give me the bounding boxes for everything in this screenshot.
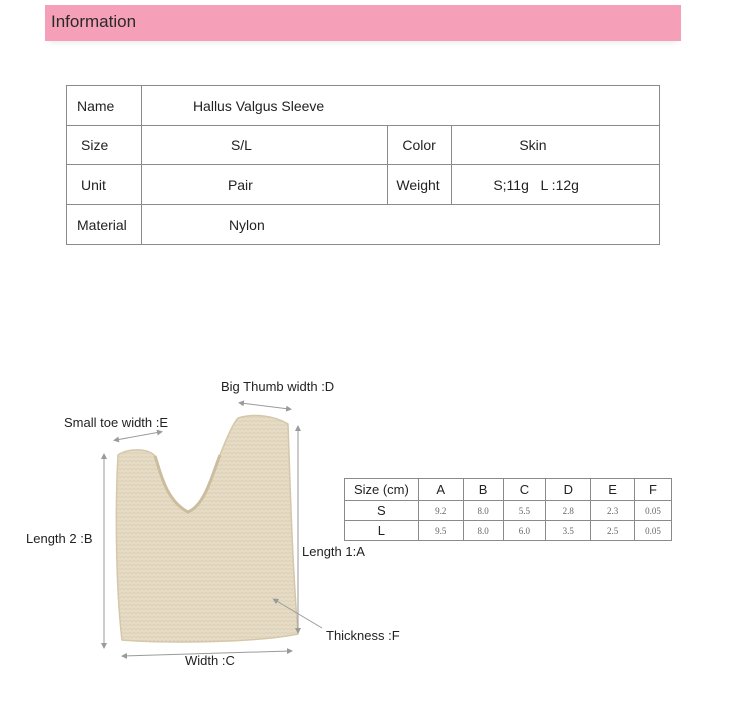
size-l-a: 9.5 — [418, 521, 463, 541]
size-header-f: F — [635, 479, 672, 501]
name-label: Name — [67, 86, 142, 126]
size-header-a: A — [418, 479, 463, 501]
size-header-b: B — [463, 479, 503, 501]
size-value: S/L — [141, 126, 387, 165]
banner-title: Information — [51, 12, 137, 31]
size-label: Size — [67, 126, 142, 165]
color-value: Skin — [452, 126, 660, 165]
thickness-label: Thickness :F — [326, 628, 400, 643]
color-label: Color — [388, 126, 452, 165]
size-chart-row-s — [345, 501, 672, 521]
size-header-d: D — [546, 479, 591, 501]
size-l-d: 3.5 — [546, 521, 591, 541]
dimension-d-arrow — [241, 403, 289, 409]
size-chart-row-l — [345, 521, 672, 541]
size-chart-header — [345, 479, 672, 501]
size-s-c: 5.5 — [503, 501, 546, 521]
weight-label: Weight — [388, 165, 452, 205]
small-toe-width-label: Small toe width :E — [64, 415, 169, 430]
size-l-label: L — [345, 521, 419, 541]
size-header-c: C — [503, 479, 546, 501]
size-chart-table — [344, 478, 672, 541]
length2-label: Length 2 :B — [26, 531, 93, 546]
size-s-f: 0.05 — [635, 501, 672, 521]
size-l-b: 8.0 — [463, 521, 503, 541]
size-s-a: 9.2 — [418, 501, 463, 521]
material-label: Material — [67, 205, 142, 245]
size-s-d: 2.8 — [546, 501, 591, 521]
unit-label: Unit — [67, 165, 142, 205]
size-l-f: 0.05 — [635, 521, 672, 541]
size-l-c: 6.0 — [503, 521, 546, 541]
size-s-e: 2.3 — [591, 501, 635, 521]
dimension-e-arrow — [116, 432, 160, 440]
size-s-b: 8.0 — [463, 501, 503, 521]
size-l-e: 2.5 — [591, 521, 635, 541]
size-header-e: E — [591, 479, 635, 501]
name-value: Hallus Valgus Sleeve — [141, 86, 659, 126]
unit-value: Pair — [141, 165, 387, 205]
length1-label: Length 1:A — [302, 544, 365, 559]
material-value: Nylon — [141, 205, 659, 245]
big-thumb-width-label: Big Thumb width :D — [221, 379, 335, 394]
width-label: Width :C — [185, 653, 235, 668]
sleeve-image — [116, 416, 298, 642]
weight-value: S;11g L :12g — [452, 165, 660, 205]
size-header-label: Size (cm) — [345, 479, 419, 501]
size-s-label: S — [345, 501, 419, 521]
